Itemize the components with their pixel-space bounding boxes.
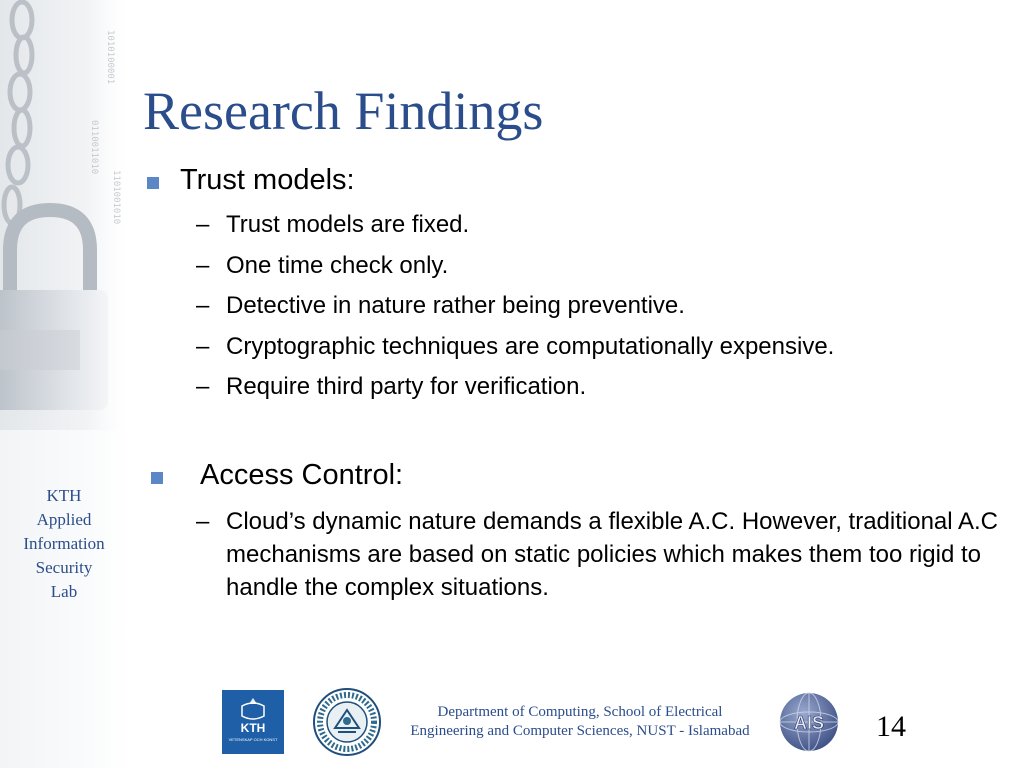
footer-department-text: Department of Computing, School of Electrical Engineering and Computer Sciences, NUST - Islamabad bbox=[410, 704, 750, 739]
dash-marker: – bbox=[196, 252, 210, 279]
list-item-text: Trust models are fixed. bbox=[226, 211, 470, 238]
section-heading: Access Control: bbox=[200, 459, 404, 491]
dash-marker: – bbox=[196, 333, 210, 360]
lab-name-line: Applied bbox=[36, 510, 92, 529]
svg-text:0110011010: 0110011010 bbox=[89, 120, 99, 175]
slide-title: Research Findings bbox=[143, 81, 544, 141]
page-number: 14 bbox=[876, 710, 906, 743]
lab-name-line: Information bbox=[23, 534, 105, 553]
dash-marker: – bbox=[196, 292, 210, 319]
list-item-text: Require third party for verification. bbox=[226, 373, 587, 400]
svg-text:1010100001: 1010100001 bbox=[105, 30, 115, 85]
bullet-square-icon bbox=[151, 472, 163, 484]
lab-name-line: Lab bbox=[50, 582, 78, 601]
sidebar bbox=[0, 0, 128, 768]
list-item-text: Cryptographic techniques are computationally expensive. bbox=[226, 333, 835, 360]
kth-logo bbox=[222, 690, 284, 754]
section-heading: Trust models: bbox=[180, 164, 355, 196]
dash-marker: – bbox=[196, 508, 210, 535]
ais-logo-text: AIS bbox=[793, 713, 825, 733]
kth-logo-text: KTH bbox=[240, 721, 266, 735]
ais-globe-logo bbox=[777, 691, 841, 753]
nust-seal-logo bbox=[313, 688, 381, 756]
lab-name-line: KTH bbox=[46, 486, 82, 505]
list-item-text: Cloud’s dynamic nature demands a flexible A.C. However, traditional A.C mechanisms are based on static policies which makes them too rigid to handle the complex situations. bbox=[226, 508, 998, 601]
dash-marker: – bbox=[196, 373, 210, 400]
dash-marker: – bbox=[196, 211, 210, 238]
padlock-chain-illustration bbox=[0, 0, 128, 430]
list-item-text: One time check only. bbox=[226, 252, 449, 279]
list-item-text: Detective in nature rather being preventive. bbox=[226, 292, 685, 319]
bullet-square-icon bbox=[147, 177, 159, 189]
kth-logo-subtext: VETENSKAP OCH KONST bbox=[228, 737, 278, 742]
lab-name-line: Security bbox=[35, 558, 93, 577]
lab-name bbox=[0, 484, 128, 604]
svg-text:1101001010: 1101001010 bbox=[111, 170, 121, 225]
